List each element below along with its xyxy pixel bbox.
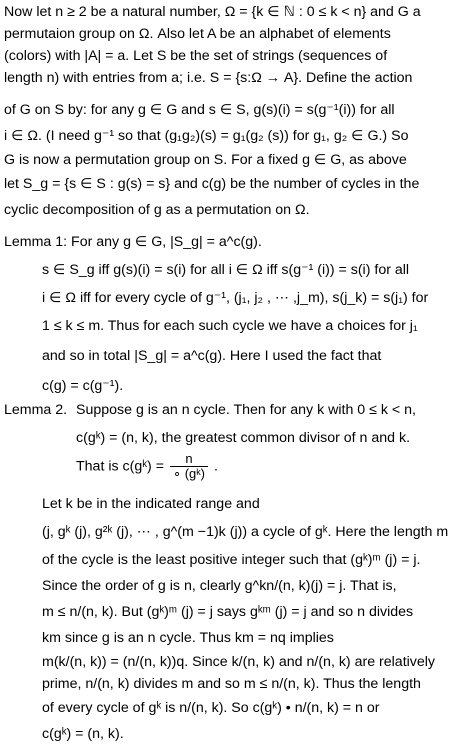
lemma-2-statement: Suppose g is an n cycle. Then for any k with 0 ≤ k < n, — [76, 402, 416, 418]
text-line: Since the order of g is n, clearly g^kn/(n, k)(j) = j. That is, — [42, 578, 397, 594]
text-line: Let k be in the indicated range and — [42, 496, 260, 512]
text-line: 1 ≤ k ≤ m. Thus for each such cycle we have a choices for j₁ — [42, 318, 418, 334]
fraction — [170, 452, 208, 481]
text-line: c(g) = c(g⁻¹). — [42, 378, 124, 394]
text-line: Now let n ≥ 2 be a natural number, Ω = {k ∈ ℕ : 0 ≤ k < n} and G a — [4, 4, 421, 20]
text-line: of the cycle is the least positive integer such that (gᵏ)ᵐ (j) = j. — [42, 552, 421, 568]
text-line: i ∈ Ω. (I need g⁻¹ so that (g₁g₂)(s) = g₁(g₂ (s)) for g₁, g₂ ∈ G.) So — [4, 128, 409, 144]
text-line: m(k/(n, k)) = (n/(n, k))q. Since k/(n, k) and n/(n, k) are relatively — [42, 654, 436, 670]
fraction-period: . — [213, 458, 218, 475]
text-line: (colors) with |A| = a. Let S be the set of strings (sequences of — [4, 48, 388, 64]
text-line: s ∈ S_g iff g(s)(i) = s(i) for all i ∈ Ω iff s(g⁻¹ (i)) = s(i) for all — [42, 262, 410, 278]
text-line: G is now a permutation group on S. For a fixed g ∈ G, as above — [4, 152, 407, 168]
text-line: cyclic decomposition of g as a permutation on Ω. — [4, 202, 310, 218]
text-line: c(gᵏ) = (n, k). — [42, 726, 124, 742]
text-line: permutaion group on Ω. Also let A be an alphabet of elements — [4, 26, 391, 42]
lemma-2-label: Lemma 2. — [4, 402, 68, 418]
fraction-denominator: ∘ (gᵏ) — [172, 466, 205, 481]
text-line: of G on S by: for any g ∈ G and s ∈ S, g(s)(i) = s(g⁻¹(i)) for all — [4, 102, 395, 118]
text-line: prime, n/(n, k) divides m and so m ≤ n/(n, k). Thus the length — [42, 676, 421, 692]
lemma-1-statement: Lemma 1: For any g ∈ G, |S_g| = a^c(g). — [4, 234, 262, 250]
text-line: and so in total |S_g| = a^c(g). Here I used the fact that — [42, 348, 382, 364]
text-line: let S_g = {s ∈ S : g(s) = s} and c(g) be the number of cycles in the — [4, 176, 420, 192]
fraction-line — [76, 452, 218, 481]
text-line: of every cycle of gᵏ is n/(n, k). So c(gᵏ) • n/(n, k) = n or — [42, 700, 380, 716]
text-line: i ∈ Ω iff for every cycle of g⁻¹, (j₁, j₂ , ⋯ ,j_m), s(j_k) = s(j₁) for — [42, 290, 429, 306]
text-line: (j, gᵏ (j), g²ᵏ (j), ⋯ , g^(m −1)k (j)) a cycle of gᵏ. Here the length m — [42, 524, 449, 540]
text-line: km since g is an n cycle. Thus km = nq implies — [42, 630, 334, 646]
text-line: length n) with entries from a; i.e. S = {s:Ω → A}. Define the action — [4, 70, 413, 86]
text-line: m ≤ n/(n, k). But (gᵏ)ᵐ (j) = j says gᵏᵐ (j) = j and so n divides — [42, 604, 414, 620]
fraction-lead-text: That is c(gᵏ) = — [76, 458, 164, 475]
fraction-numerator: n — [170, 452, 208, 467]
text-line: c(gᵏ) = (n, k), the greatest common divisor of n and k. — [76, 430, 411, 446]
